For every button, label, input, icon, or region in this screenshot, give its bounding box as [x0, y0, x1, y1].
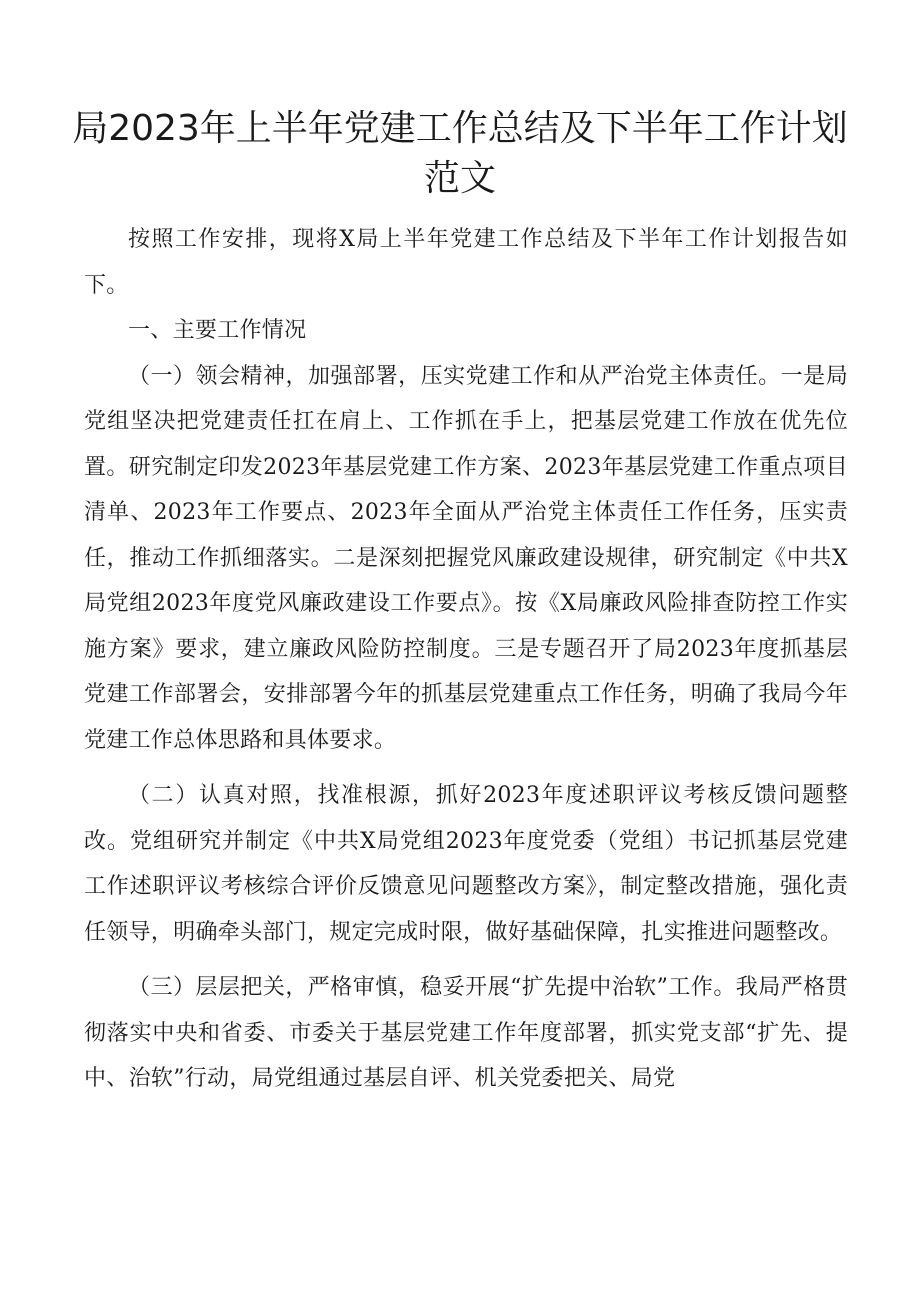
paragraph-part-1: （一）领会精神，加强部署，压实党建工作和从严治党主体责任。一是局党组坚决把党建责任扛在肩上、工作抓在手上，把基层党建工作放在优先位置。研究制定印发2023年基层党建工作方案、2023年基层党建工作重点项目清单、2023年工作要点、2023年全面从严治党主体责任工作任务，压实责任，推动工作抓细落实。二是深刻把握党风廉政建设规律，研究制定《中共X局党组2023年度党风廉政建设工作要点》。按《X局廉政风险排查防控工作实施方案》要求，建立廉政风险防控制度。三是专题召开了局2023年度抓基层党建工作部署会，安排部署今年的抓基层党建重点工作任务，明确了我局今年党建工作总体思路和具体要求。	[84, 363, 848, 753]
section-heading: 一、主要工作情况	[128, 318, 307, 343]
document-title-line-1: 局2023年上半年党建工作总结及下半年工作计划	[72, 108, 848, 149]
intro-paragraph: 按照工作安排，现将X局上半年党建工作总结及下半年工作计划报告如下。	[84, 227, 848, 298]
paragraph-part-3: （三）层层把关，严格审慎，稳妥开展“扩先提中治软”工作。我局严格贯彻落实中央和省委、市委关于基层党建工作年度部署，抓实党支部“扩先、提中、治软”行动，局党组通过基层自评、机关党委把关、局党	[84, 975, 848, 1091]
document-body	[84, 217, 848, 1102]
paragraph-part-2: （二）认真对照，找准根源，抓好2023年度述职评议考核反馈问题整改。党组研究并制定《中共X局党组2023年度党委（党组）书记抓基层党建工作述职评议考核综合评价反馈意见问题整改方案》，制定整改措施，强化责任领导，明确牵头部门，规定完成时限，做好基础保障，扎实推进问题整改。	[84, 783, 848, 945]
document-title-line-2: 范文	[423, 158, 496, 199]
